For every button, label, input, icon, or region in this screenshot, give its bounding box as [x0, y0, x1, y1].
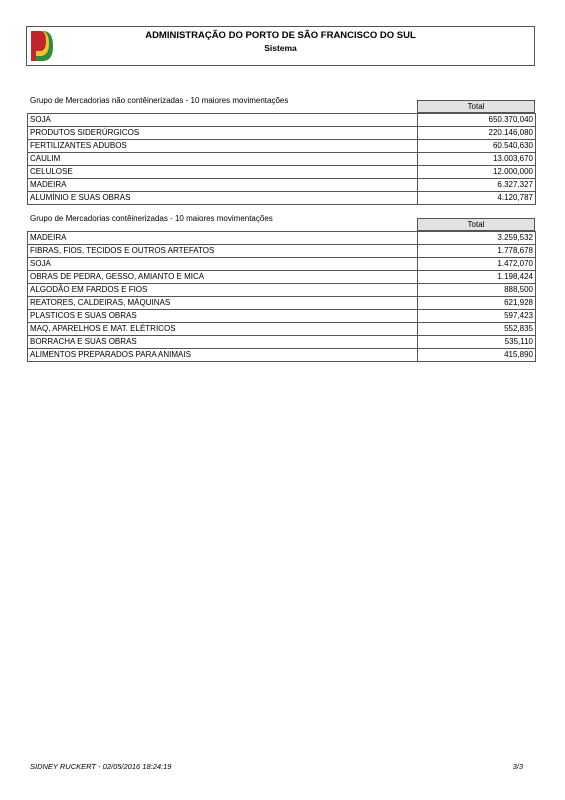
row-total-value: 621,928: [418, 297, 536, 310]
table-row: [28, 127, 536, 140]
row-total-value: 4.120,787: [418, 192, 536, 205]
row-total-value: 60.540,630: [418, 140, 536, 153]
row-total-value: 6.327,327: [418, 179, 536, 192]
row-total-value: 12.000,000: [418, 166, 536, 179]
row-commodity-name: ALGODÃO EM FARDOS E FIOS: [28, 284, 418, 297]
row-commodity-name: PRODUTOS SIDERÚRGICOS: [28, 127, 418, 140]
row-total-value: 597,423: [418, 310, 536, 323]
section1-title: Grupo de Mercadorias não contêinerizadas - 10 maiores movimentações: [30, 96, 289, 105]
table-row: [28, 310, 536, 323]
row-total-value: 1.778,678: [418, 245, 536, 258]
table-row: [28, 297, 536, 310]
row-commodity-name: MADEIRA: [28, 232, 418, 245]
row-commodity-name: MADEIRA: [28, 179, 418, 192]
table-row: [28, 284, 536, 297]
table-row: [28, 323, 536, 336]
row-total-value: 1.472,070: [418, 258, 536, 271]
header-title: ADMINISTRAÇÃO DO PORTO DE SÃO FRANCISCO DO SUL: [145, 30, 416, 41]
table-row: [28, 336, 536, 349]
row-total-value: 1.198,424: [418, 271, 536, 284]
table-row: [28, 153, 536, 166]
row-total-value: 3.259,532: [418, 232, 536, 245]
table-row: [28, 271, 536, 284]
row-commodity-name: PLASTICOS E SUAS OBRAS: [28, 310, 418, 323]
row-commodity-name: BORRACHA E SUAS OBRAS: [28, 336, 418, 349]
table-row: [28, 245, 536, 258]
row-commodity-name: FERTILIZANTES ADUBOS: [28, 140, 418, 153]
row-total-value: 415,890: [418, 349, 536, 362]
section2-table: [27, 231, 536, 362]
row-commodity-name: SOJA: [28, 114, 418, 127]
section2-title: Grupo de Mercadorias contêinerizadas - 10 maiores movimentações: [30, 214, 273, 223]
report-header: [26, 26, 535, 66]
row-commodity-name: ALUMÍNIO E SUAS OBRAS: [28, 192, 418, 205]
section1-column-header: Total: [417, 100, 535, 113]
footer-user-timestamp: SIDNEY RUCKERT - 02/05/2016 18:24:19: [30, 762, 172, 771]
section1-table: [27, 113, 536, 205]
table-row: [28, 166, 536, 179]
row-total-value: 888,500: [418, 284, 536, 297]
row-commodity-name: CELULOSE: [28, 166, 418, 179]
table-row: [28, 258, 536, 271]
table-row: [28, 192, 536, 205]
table-row: [28, 114, 536, 127]
row-commodity-name: ALIMENTOS PREPARADOS PARA ANIMAIS: [28, 349, 418, 362]
table-row: [28, 349, 536, 362]
row-total-value: 650.370,040: [418, 114, 536, 127]
row-total-value: 220.146,080: [418, 127, 536, 140]
header-subtitle: Sistema: [264, 43, 297, 53]
row-total-value: 535,110: [418, 336, 536, 349]
row-total-value: 13.003,670: [418, 153, 536, 166]
row-commodity-name: CAULIM: [28, 153, 418, 166]
row-commodity-name: FIBRAS, FIOS, TECIDOS E OUTROS ARTEFATOS: [28, 245, 418, 258]
table-row: [28, 179, 536, 192]
row-commodity-name: REATORES, CALDEIRAS, MÁQUINAS: [28, 297, 418, 310]
row-total-value: 552,835: [418, 323, 536, 336]
row-commodity-name: SOJA: [28, 258, 418, 271]
table-row: [28, 140, 536, 153]
table-row: [28, 232, 536, 245]
row-commodity-name: OBRAS DE PEDRA, GESSO, AMIANTO E MICA: [28, 271, 418, 284]
footer-page-number: 3/3: [512, 762, 523, 771]
section2-column-header: Total: [417, 218, 535, 231]
row-commodity-name: MAQ, APARELHOS E MAT. ELÉTRICOS: [28, 323, 418, 336]
